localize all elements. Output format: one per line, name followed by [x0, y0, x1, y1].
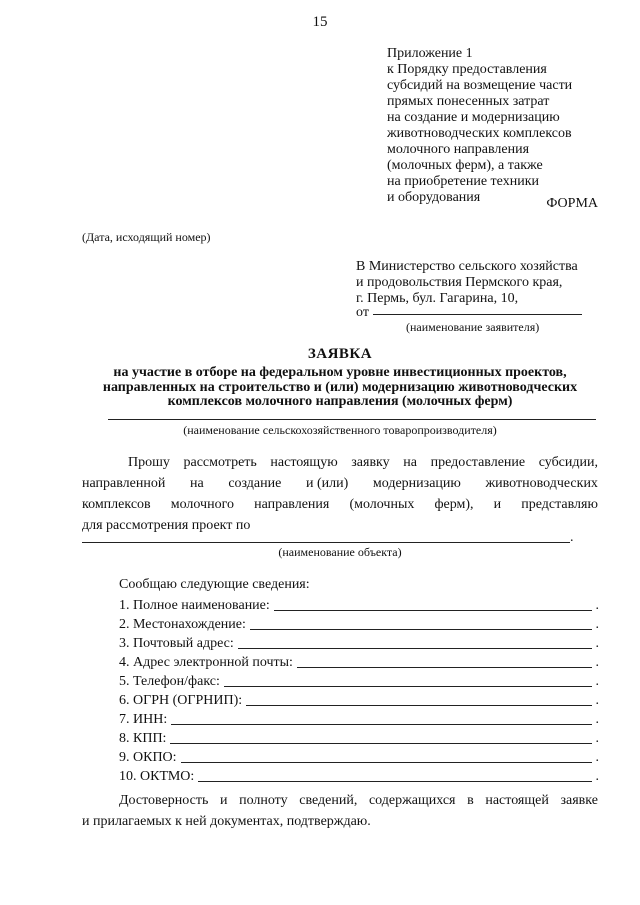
object-end-dot: . — [570, 530, 574, 545]
document-subtitle — [0, 366, 640, 410]
field-input-line[interactable] — [170, 743, 591, 744]
certification-paragraph — [82, 790, 598, 832]
word: рассмотреть — [183, 455, 257, 470]
request-paragraph — [82, 452, 598, 536]
field-label: 10. ОКТМО: — [119, 769, 195, 784]
page-number: 15 — [312, 14, 328, 30]
document-title: ЗАЯВКА — [307, 346, 373, 362]
field-label: 5. Телефон/факс: — [119, 674, 220, 689]
field-end: . — [595, 598, 599, 613]
word: направления — [254, 497, 330, 512]
word: в — [467, 793, 474, 808]
field-end: . — [595, 750, 599, 765]
word: представляю — [521, 497, 598, 512]
field-label: 6. ОГРН (ОГРНИП): — [119, 693, 243, 708]
field-end: . — [595, 731, 599, 746]
field-label: 4. Адрес электронной почты: — [119, 655, 293, 670]
field-oktmo — [119, 766, 599, 785]
field-kpp — [119, 728, 599, 747]
applicant-caption: (наименование заявителя) — [406, 320, 540, 334]
word: на — [189, 476, 204, 491]
field-end: . — [595, 655, 599, 670]
word: сведений, — [299, 793, 358, 808]
word: и — [493, 497, 502, 512]
field-input-line[interactable] — [198, 781, 591, 782]
field-okpo — [119, 747, 599, 766]
word: ферм), — [434, 497, 474, 512]
word: молочного — [170, 497, 234, 512]
word: Достоверность — [119, 793, 209, 808]
appendix-line: прямых понесенных затрат — [387, 94, 550, 109]
word: субсидии, — [538, 455, 598, 470]
field-input-line[interactable] — [246, 705, 591, 706]
field-input-line[interactable] — [238, 648, 592, 649]
paragraph-line — [82, 452, 598, 473]
addressee-line: В Министерство сельского хозяйства — [356, 259, 578, 274]
word: настоящей — [485, 793, 549, 808]
field-input-line[interactable] — [297, 667, 592, 668]
word: на — [403, 455, 417, 470]
applicant-from-line — [356, 305, 369, 321]
field-label: 1. Полное наименование: — [119, 598, 270, 613]
word: и (или) — [305, 476, 349, 491]
word: и — [219, 793, 228, 808]
appendix-line: и оборудования — [387, 190, 481, 205]
appendix-line: на создание и модернизацию — [387, 110, 560, 125]
addressee-block — [356, 259, 578, 307]
field-input-line[interactable] — [171, 724, 591, 725]
appendix-line: субсидий на возмещение части — [387, 78, 573, 93]
paragraph-line — [82, 473, 598, 494]
appendix-line: животноводческих комплексов — [387, 126, 572, 141]
subtitle-line: комплексов молочного направления (молочных ферм) — [167, 394, 513, 409]
word: полноту — [239, 793, 288, 808]
field-input-line[interactable] — [224, 686, 592, 687]
word: содержащихся — [368, 793, 456, 808]
field-input-line[interactable] — [250, 629, 592, 630]
applicant-name-field[interactable] — [373, 314, 582, 315]
info-intro: Сообщаю следующие сведения: — [119, 577, 310, 592]
field-label: 2. Местонахождение: — [119, 617, 246, 632]
appendix-line: Приложение 1 — [387, 46, 473, 61]
appendix-line: к Порядку предоставления — [387, 62, 547, 77]
producer-caption: (наименование сельскохозяйственного товаропроизводителя) — [183, 423, 497, 437]
field-full-name — [119, 595, 599, 614]
field-location — [119, 614, 599, 633]
from-label: от — [356, 305, 369, 320]
word: заявке — [560, 793, 598, 808]
field-input-line[interactable] — [181, 762, 592, 763]
word: заявку — [351, 455, 390, 470]
field-label: 3. Почтовый адрес: — [119, 636, 234, 651]
field-end: . — [595, 674, 599, 689]
appendix-block — [387, 46, 572, 206]
field-end: . — [595, 769, 599, 784]
appendix-line: (молочных ферм), а также — [387, 158, 543, 173]
subtitle-line: направленных на строительство и (или) модернизацию животноводческих — [102, 379, 578, 395]
word: предоставление — [430, 455, 526, 470]
object-name-field[interactable] — [82, 542, 570, 543]
field-label: 9. ОКПО: — [119, 750, 177, 765]
producer-name-field[interactable] — [108, 419, 596, 420]
field-phone-fax — [119, 671, 599, 690]
word: создание — [228, 476, 282, 491]
object-caption: (наименование объекта) — [278, 545, 402, 559]
paragraph-line — [82, 494, 598, 515]
appendix-line: на приобретение техники — [387, 174, 539, 189]
field-inn — [119, 709, 599, 728]
paragraph-line: и прилагаемых к ней документах, подтверждаю. — [82, 814, 371, 829]
word: животноводческих — [485, 476, 598, 491]
subtitle-line: на участие в отборе на федеральном уровне инвестиционных проектов, — [113, 365, 567, 380]
addressee-line: г. Пермь, бул. Гагарина, 10, — [356, 291, 519, 306]
appendix-line: молочного направления — [387, 142, 530, 157]
field-email — [119, 652, 599, 671]
word: Прошу — [128, 455, 170, 470]
field-input-line[interactable] — [274, 610, 592, 611]
word: модернизацию — [372, 476, 461, 491]
paragraph-line — [82, 790, 598, 811]
paragraph-line: для рассмотрения проект по — [82, 518, 251, 533]
field-end: . — [595, 712, 599, 727]
word: комплексов — [82, 497, 151, 512]
addressee-line: и продовольствия Пермского края, — [356, 275, 563, 290]
word: (молочных — [349, 497, 415, 512]
form-label: ФОРМА — [546, 196, 598, 211]
field-ogrn — [119, 690, 599, 709]
field-label: 8. КПП: — [119, 731, 167, 746]
field-label: 7. ИНН: — [119, 712, 168, 727]
word: направленной — [82, 476, 166, 491]
field-end: . — [595, 693, 599, 708]
field-postal-address — [119, 633, 599, 652]
field-end: . — [595, 617, 599, 632]
word: настоящую — [270, 455, 338, 470]
date-number-note: (Дата, исходящий номер) — [82, 230, 211, 244]
field-end: . — [595, 636, 599, 651]
